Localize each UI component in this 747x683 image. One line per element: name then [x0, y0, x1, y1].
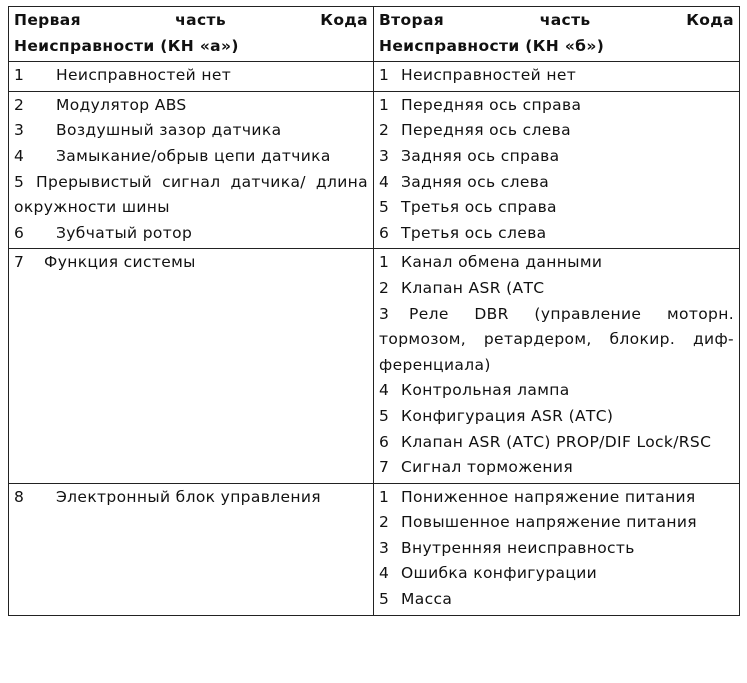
table-cell-left [9, 62, 374, 92]
item-text: Контрольная лампа [401, 381, 570, 400]
list-item [14, 221, 368, 247]
item-text: Реле DBR (управление моторн. тормозом, ретардером, блокир. диф-ференциала) [379, 304, 734, 374]
header-cell-first-part [9, 7, 374, 62]
item-number: 8 [14, 487, 25, 506]
item-text: Третья ось справа [401, 198, 557, 217]
table-cell-right [374, 249, 740, 483]
item-number: 6 [379, 432, 390, 451]
item-number: 6 [14, 223, 25, 242]
item-number: 5 [379, 590, 390, 609]
item-number: 7 [379, 458, 390, 477]
item-text: Задняя ось справа [401, 146, 560, 165]
list-item [379, 221, 734, 247]
list-item [379, 561, 734, 587]
item-number: 5 [379, 406, 390, 425]
item-text: Ошибка конфигурации [401, 564, 598, 583]
table-cell-left [9, 249, 374, 483]
list-item [379, 455, 734, 481]
item-number: 2 [379, 121, 390, 140]
item-number: 5 [14, 172, 25, 191]
item-text: Канал обмена данными [401, 253, 603, 272]
item-number: 1 [379, 253, 390, 272]
table-cell-right [374, 483, 740, 615]
item-text: Задняя ось слева [401, 172, 550, 191]
list-item [379, 118, 734, 144]
item-text: Конфигурация ASR (АТС) [401, 406, 614, 425]
item-number: 1 [379, 66, 390, 85]
list-item [14, 93, 368, 119]
item-number: 1 [379, 95, 390, 114]
table-cell-left [9, 91, 374, 249]
fault-code-table-container [8, 6, 739, 616]
list-item [379, 195, 734, 221]
fault-code-table [8, 6, 740, 616]
list-item [379, 250, 734, 276]
item-text: Неисправностей нет [401, 66, 577, 85]
item-text: Зубчатый ротор [56, 223, 193, 242]
item-number: 1 [379, 487, 390, 506]
table-cell-left [9, 483, 374, 615]
item-number: 3 [379, 146, 390, 165]
list-item [14, 485, 368, 511]
item-number: 6 [379, 223, 390, 242]
item-text: Передняя ось справа [401, 95, 582, 114]
item-number: 2 [379, 513, 390, 532]
item-text: Функция системы [44, 253, 196, 272]
item-text: Электронный блок управления [56, 487, 321, 506]
item-number: 4 [379, 381, 390, 400]
header-cell-second-part [374, 7, 740, 62]
table-row [9, 62, 740, 92]
list-item [379, 404, 734, 430]
item-text: Воздушный зазор датчика [56, 121, 282, 140]
item-number: 3 [379, 304, 390, 323]
list-item [379, 430, 734, 456]
item-text: Клапан ASR (АТС [401, 278, 545, 297]
list-item [379, 63, 734, 89]
item-text: Сигнал торможения [401, 458, 574, 477]
item-text: Пониженное напряжение питания [401, 487, 696, 506]
table-cell-right [374, 91, 740, 249]
item-number: 3 [379, 538, 390, 557]
item-number: 2 [14, 95, 25, 114]
list-item [14, 118, 368, 144]
header-first-part-line1: Первая часть Кода [14, 11, 368, 29]
table-cell-right [374, 62, 740, 92]
item-number: 2 [379, 278, 390, 297]
list-item [14, 250, 368, 276]
item-number: 4 [379, 564, 390, 583]
list-item [379, 93, 734, 119]
item-number: 7 [14, 253, 25, 272]
list-item [379, 485, 734, 511]
item-number: 1 [14, 66, 25, 85]
list-item [379, 170, 734, 196]
list-item [14, 144, 368, 170]
item-text: Передняя ось слева [401, 121, 571, 140]
list-item [379, 302, 734, 379]
item-text: Прерывистый сигнал датчика/ длина окружности шины [14, 172, 368, 217]
table-header-row [9, 7, 740, 62]
item-number: 5 [379, 198, 390, 217]
header-second-part-line1: Вторая часть Кода [379, 11, 734, 29]
table-row [9, 483, 740, 615]
item-number: 4 [14, 146, 25, 165]
list-item [379, 510, 734, 536]
item-text: Замыкание/обрыв цепи датчика [56, 146, 331, 165]
item-text: Неисправностей нет [56, 66, 232, 85]
item-number: 4 [379, 172, 390, 191]
list-item [379, 587, 734, 613]
item-text: Модулятор ABS [56, 95, 187, 114]
item-text: Третья ось слева [401, 223, 547, 242]
table-row [9, 91, 740, 249]
item-text: Внутренняя неисправность [401, 538, 635, 557]
header-first-part-line2: Неисправности (КН «а») [14, 36, 239, 55]
list-item [379, 144, 734, 170]
list-item [379, 378, 734, 404]
list-item [14, 170, 368, 221]
table-row [9, 249, 740, 483]
list-item [379, 536, 734, 562]
item-text: Повышенное напряжение питания [401, 513, 697, 532]
item-text: Клапан ASR (АТС) PROP/DIF Lock/RSC [401, 432, 712, 451]
item-number: 3 [14, 121, 25, 140]
list-item [14, 63, 368, 89]
list-item [379, 276, 734, 302]
item-text: Масса [401, 590, 453, 609]
header-second-part-line2: Неисправности (КН «б») [379, 36, 605, 55]
